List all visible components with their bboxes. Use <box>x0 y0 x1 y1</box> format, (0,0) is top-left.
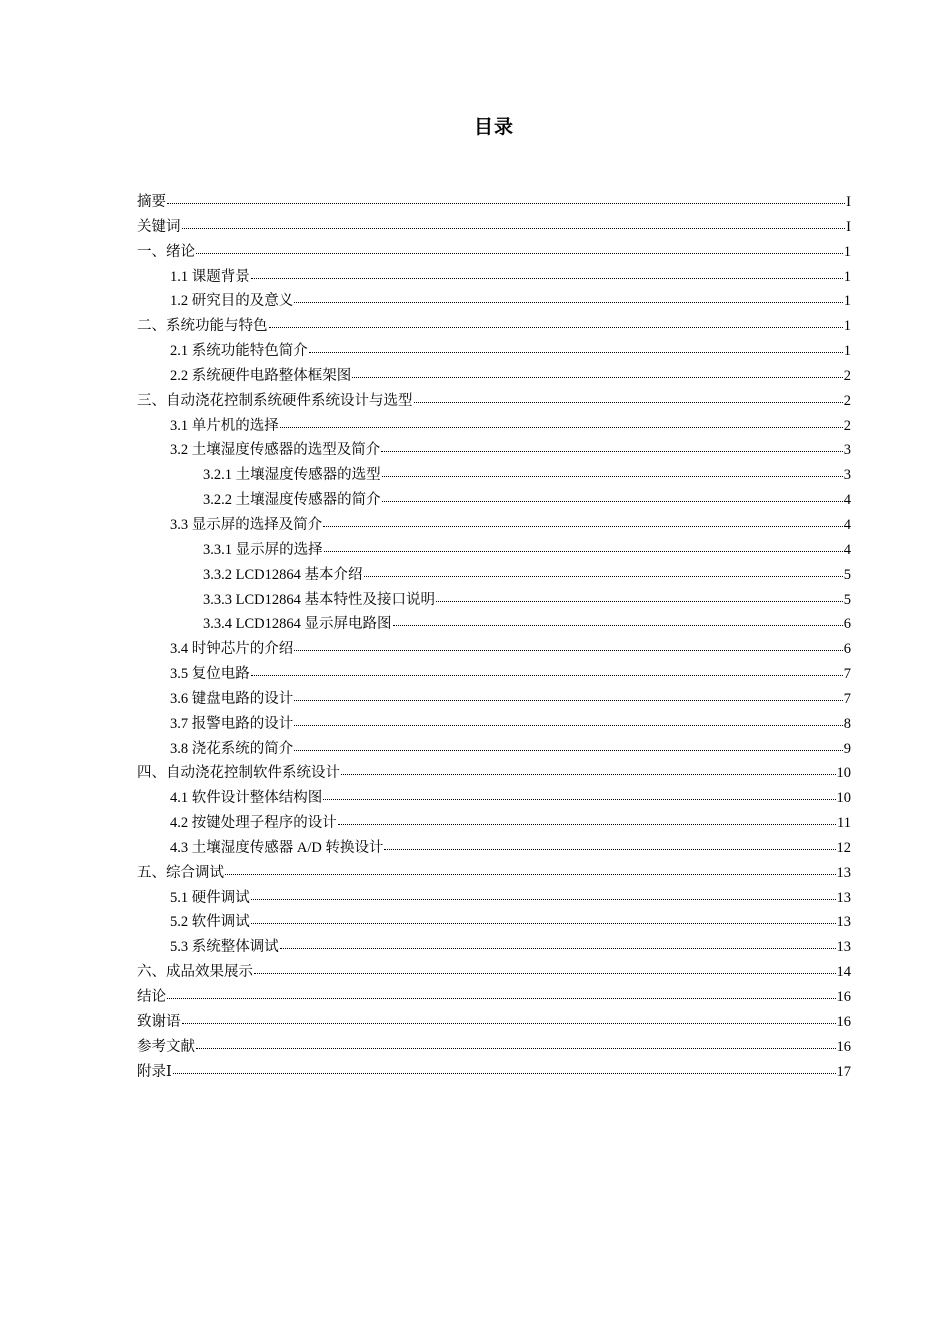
toc-entry-text: 3.4 时钟芯片的介绍 <box>170 641 294 658</box>
toc-entry[interactable] <box>137 389 851 414</box>
toc-leader-dots <box>294 750 843 751</box>
toc-leader-dots <box>251 923 836 924</box>
toc-entry-text: 参考文献 <box>137 1038 195 1055</box>
toc-entry[interactable] <box>137 836 851 861</box>
toc-entry-page: 10 <box>836 790 851 807</box>
toc-entry[interactable] <box>137 414 851 439</box>
toc-entry-page: 3 <box>843 442 851 459</box>
toc-entry-page: 16 <box>836 1038 851 1055</box>
toc-entry-page: 11 <box>837 815 851 832</box>
toc-entry[interactable] <box>137 861 851 886</box>
toc-entry-page: 14 <box>836 964 851 981</box>
toc-entry-page: 13 <box>836 914 851 931</box>
toc-entry-text: 3.3.4 LCD12864 显示屏电路图 <box>203 616 392 633</box>
toc-entry-text: 摘要 <box>137 194 166 210</box>
toc-entry-text: 3.3.2 LCD12864 基本介绍 <box>203 566 363 583</box>
toc-entry-page: 2 <box>843 392 851 409</box>
toc-entry[interactable] <box>137 215 851 240</box>
toc-leader-dots <box>393 625 843 626</box>
toc-leader-dots <box>167 998 836 999</box>
toc-entry[interactable] <box>137 1060 851 1085</box>
toc-entry-page: I <box>846 218 851 235</box>
toc-title: 目录 <box>473 116 514 138</box>
toc-leader-dots <box>382 501 843 502</box>
toc-leader-dots <box>196 1048 836 1049</box>
toc-leader-dots <box>225 874 836 875</box>
toc-leader-dots <box>254 973 836 974</box>
toc-entry-text: 1.1 课题背景 <box>170 268 250 285</box>
toc-entry-page: 12 <box>836 839 851 856</box>
toc-entry-text: 致谢语 <box>137 1013 181 1030</box>
toc-leader-dots <box>384 849 835 850</box>
toc-entry-text: 五、综合调试 <box>137 864 224 881</box>
toc-entry-page: 13 <box>836 864 851 881</box>
toc-leader-dots <box>436 601 843 602</box>
toc-entry-text: 4.1 软件设计整体结构图 <box>170 790 323 807</box>
toc-leader-dots <box>352 377 843 378</box>
toc-leader-dots <box>280 948 836 949</box>
toc-entry[interactable] <box>137 190 851 215</box>
toc-entry-text: 关键词 <box>137 218 181 235</box>
toc-entry[interactable] <box>137 612 851 637</box>
toc-entry-text: 一、绪论 <box>137 243 195 260</box>
toc-entry-page: 4 <box>843 516 851 533</box>
toc-entry-page: 7 <box>843 666 851 683</box>
toc-entry-page: 10 <box>836 765 851 782</box>
toc-leader-dots <box>251 899 836 900</box>
toc-entry[interactable] <box>137 712 851 737</box>
toc-entry-page: 1 <box>843 268 851 285</box>
toc-leader-dots <box>338 824 836 825</box>
toc-entry-page: 8 <box>843 715 851 732</box>
toc-entry-text: 5.2 软件调试 <box>170 914 250 931</box>
toc-entry-page: 4 <box>843 541 851 558</box>
toc-leader-dots <box>294 650 843 651</box>
toc-leader-dots <box>309 352 843 353</box>
toc-entry[interactable] <box>137 811 851 836</box>
toc-entry-page: 1 <box>843 318 851 335</box>
toc-entry-text: 5.1 硬件调试 <box>170 889 250 906</box>
toc-leader-dots <box>182 1023 836 1024</box>
toc-entry-page: 5 <box>843 591 851 608</box>
toc-entry[interactable] <box>137 1010 851 1035</box>
toc-entry-page: 16 <box>836 989 851 1005</box>
toc-leader-dots <box>381 451 843 452</box>
toc-entry[interactable] <box>137 737 851 762</box>
toc-entry-text: 3.2.1 土壤湿度传感器的选型 <box>203 467 381 484</box>
toc-entry-text: 四、自动浇花控制软件系统设计 <box>137 765 340 782</box>
toc-entry-text: 2.1 系统功能特色简介 <box>170 343 308 360</box>
toc-entry-text: 3.1 单片机的选择 <box>170 417 279 434</box>
toc-entry-page: 1 <box>843 343 851 360</box>
toc-entry[interactable] <box>137 289 851 314</box>
toc-entry-text: 3.3 显示屏的选择及简介 <box>170 516 323 533</box>
toc-list <box>137 190 851 1084</box>
toc-entry[interactable] <box>137 488 851 513</box>
toc-leader-dots <box>323 799 835 800</box>
toc-leader-dots <box>251 278 843 279</box>
toc-entry[interactable] <box>137 662 851 687</box>
toc-entry-text: 4.2 按键处理子程序的设计 <box>170 815 337 832</box>
toc-leader-dots <box>294 725 843 726</box>
toc-leader-dots <box>364 576 843 577</box>
toc-entry-text: 六、成品效果展示 <box>137 964 253 981</box>
toc-entry-text: 3.2.2 土壤湿度传感器的简介 <box>203 492 381 509</box>
toc-entry-text: 3.7 报警电路的设计 <box>170 715 294 732</box>
toc-entry[interactable] <box>137 364 851 389</box>
toc-entry-text: 3.6 键盘电路的设计 <box>170 690 294 707</box>
toc-entry[interactable] <box>137 1035 851 1060</box>
toc-entry[interactable] <box>137 637 851 662</box>
toc-leader-dots <box>196 253 843 254</box>
toc-entry[interactable] <box>137 786 851 811</box>
toc-leader-dots <box>280 427 843 428</box>
toc-entry-page: 3 <box>843 467 851 484</box>
toc-leader-dots <box>251 675 843 676</box>
toc-entry[interactable] <box>137 240 851 265</box>
toc-entry-page: 5 <box>843 566 851 583</box>
toc-entry-text: 二、系统功能与特色 <box>137 318 268 335</box>
toc-entry-page: 1 <box>843 243 851 260</box>
toc-leader-dots <box>341 774 836 775</box>
toc-entry-page: 17 <box>836 1063 851 1080</box>
toc-entry[interactable] <box>137 935 851 960</box>
toc-entry-page: 4 <box>843 492 851 509</box>
toc-entry-text: 4.3 土壤湿度传感器 A/D 转换设计 <box>170 839 384 856</box>
toc-leader-dots <box>324 551 843 552</box>
toc-entry-text: 1.2 研究目的及意义 <box>170 293 294 310</box>
toc-entry-page: 6 <box>843 616 851 633</box>
toc-entry-page: I <box>846 194 851 210</box>
toc-entry[interactable] <box>137 314 851 339</box>
toc-entry[interactable] <box>137 960 851 985</box>
toc-entry[interactable] <box>137 588 851 613</box>
toc-entry-text: 2.2 系统硬件电路整体框架图 <box>170 367 352 384</box>
toc-entry-page: 9 <box>843 740 851 757</box>
toc-leader-dots <box>182 228 846 229</box>
toc-leader-dots <box>294 700 843 701</box>
toc-entry-text: 3.5 复位电路 <box>170 666 250 683</box>
toc-entry[interactable] <box>137 886 851 911</box>
toc-entry[interactable] <box>137 761 851 786</box>
toc-entry-page: 13 <box>836 939 851 956</box>
toc-entry-text: 附录Ⅰ <box>137 1063 172 1080</box>
toc-entry-page: 2 <box>843 417 851 434</box>
toc-entry-page: 7 <box>843 690 851 707</box>
toc-entry-page: 1 <box>843 293 851 310</box>
toc-entry[interactable] <box>137 687 851 712</box>
toc-leader-dots <box>323 526 843 527</box>
toc-leader-dots <box>414 402 843 403</box>
toc-entry[interactable] <box>137 463 851 488</box>
toc-leader-dots <box>167 203 845 204</box>
toc-entry-page: 13 <box>836 889 851 906</box>
toc-entry-text: 三、自动浇花控制系统硬件系统设计与选型 <box>137 392 413 409</box>
toc-entry-text: 3.3.3 LCD12864 基本特性及接口说明 <box>203 591 435 608</box>
toc-entry-page: 16 <box>836 1013 851 1030</box>
toc-leader-dots <box>382 476 843 477</box>
toc-entry[interactable] <box>137 910 851 935</box>
toc-leader-dots <box>294 302 843 303</box>
toc-entry-text: 3.2 土壤湿度传感器的选型及简介 <box>170 442 381 459</box>
toc-entry[interactable] <box>137 438 851 463</box>
toc-entry-text: 5.3 系统整体调试 <box>170 939 279 956</box>
toc-entry[interactable] <box>137 563 851 588</box>
toc-entry[interactable] <box>137 513 851 538</box>
toc-entry-text: 3.3.1 显示屏的选择 <box>203 541 323 558</box>
toc-entry[interactable] <box>137 538 851 563</box>
toc-entry-text: 3.8 浇花系统的简介 <box>170 740 294 757</box>
toc-entry-text: 结论 <box>137 989 166 1005</box>
toc-leader-dots <box>269 327 843 328</box>
toc-entry-page: 6 <box>843 641 851 658</box>
toc-leader-dots <box>173 1073 836 1074</box>
toc-entry[interactable] <box>137 339 851 364</box>
toc-entry[interactable] <box>137 985 851 1010</box>
toc-entry-page: 2 <box>843 367 851 384</box>
toc-entry[interactable] <box>137 265 851 290</box>
